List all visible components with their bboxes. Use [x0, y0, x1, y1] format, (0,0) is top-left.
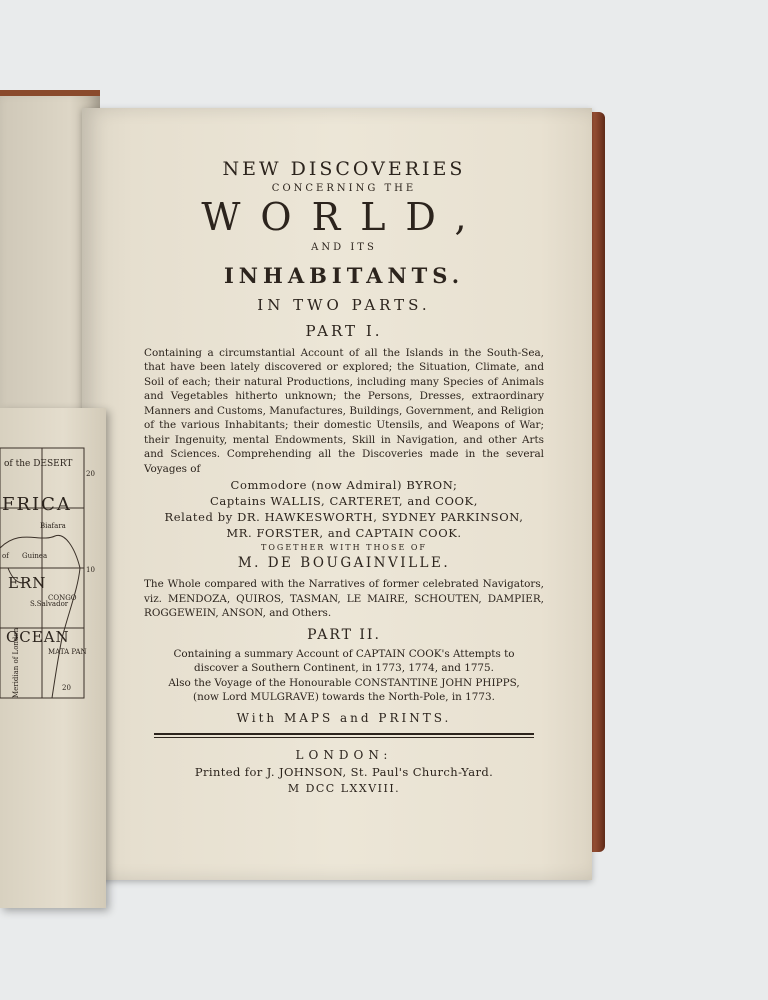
- map-label-mata-pan: MATA PAN: [48, 648, 87, 656]
- map-tick-10: 10: [86, 566, 95, 574]
- title-line-and-its: AND ITS: [311, 241, 377, 253]
- folded-map-leaf: [0, 408, 106, 908]
- part2-heading: PART II.: [307, 626, 381, 643]
- part2-line-4: (now Lord MULGRAVE) towards the North-Pole, in 1773.: [193, 691, 495, 704]
- part1-description: Containing a circumstantial Account of all the Islands in the South-Sea, that have been lately discovered or explored; the Situation, Climate, and Soil of each; their natural Productions, including many Species of Animals and Vegetables hitherto unknown; the Persons, Dresses, extraordinary Manners and Customs, Manufactures, Buildings, Government, and Religion of the various Inhabitants; their domestic Utensils, and Weapons of War; their Ingenuity, mental Endowments, Skill in Navigation, and other Arts and Sciences. Comprehending all the Discoveries made in the several Voyages of: [144, 346, 544, 475]
- title-line-new-discoveries: NEW DISCOVERIES: [222, 158, 466, 180]
- map-label-meridian: Meridian of London: [12, 627, 20, 698]
- part2-text: [138, 647, 550, 705]
- title-line-two-parts: IN TWO PARTS.: [257, 295, 431, 314]
- imprint-rule: [154, 733, 534, 738]
- imprint-printer: Printed for J. JOHNSON, St. Paul's Church-Yard.: [194, 764, 494, 779]
- map-label-biafara: Biafara: [40, 522, 66, 530]
- left-page-edge: [0, 90, 100, 96]
- part2-line-1: Containing a summary Account of CAPTAIN COOK's Attempts to: [173, 647, 515, 660]
- map-label-st-salvador: S.Salvador: [30, 600, 69, 608]
- map-label-ocean: OCEAN: [6, 628, 70, 646]
- part1-heading: PART I.: [305, 321, 383, 340]
- bougainville-line: M. DE BOUGAINVILLE.: [237, 555, 451, 572]
- imprint-london: LONDON:: [295, 747, 393, 762]
- part2-line-2: discover a Southern Continent, in 1773, 1774, and 1775.: [194, 662, 494, 675]
- title-line-concerning: CONCERNING THE: [271, 183, 417, 194]
- africa-map-fragment: [0, 408, 106, 908]
- navigators-comparison: The Whole compared with the Narratives of former celebrated Navigators, viz. MENDOZA, QUIROS, TASMAN, LE MAIRE, SCHOUTEN, DAMPIER, ROGGEWEIN, ANSON, and Others.: [144, 578, 544, 620]
- voyagers-byron: Commodore (now Admiral) BYRON;: [230, 478, 458, 493]
- map-label-desert: of the DESERT: [4, 459, 73, 469]
- related-by-line1: Related by DR. HAWKESWORTH, SYDNEY PARKINSON,: [164, 510, 524, 525]
- part2-line-3: Also the Voyage of the Honourable CONSTANTINE JOHN PHIPPS,: [168, 676, 520, 689]
- voyagers-captains: Captains WALLIS, CARTERET, and COOK,: [209, 494, 479, 509]
- title-line-inhabitants: INHABITANTS.: [223, 262, 465, 288]
- title-page-text: [138, 150, 550, 795]
- maps-and-prints: With MAPS and PRINTS.: [236, 710, 452, 725]
- map-label-guinea: Guinea: [22, 552, 48, 560]
- map-tick-20-bottom: 20: [62, 684, 71, 692]
- map-tick-20-top: 20: [86, 470, 95, 478]
- together-with-those: TOGETHER WITH THOSE OF: [261, 543, 427, 553]
- map-label-frica: FRICA: [2, 494, 72, 515]
- title-line-world: WORLD,: [201, 195, 487, 239]
- map-label-of: of: [2, 552, 9, 560]
- map-label-ern: ERN: [8, 574, 47, 592]
- imprint-date: M DCC LXXVIII.: [287, 781, 401, 795]
- map-label-congo: CONGO: [48, 594, 77, 602]
- related-by-line2: MR. FORSTER, and CAPTAIN COOK.: [226, 526, 462, 541]
